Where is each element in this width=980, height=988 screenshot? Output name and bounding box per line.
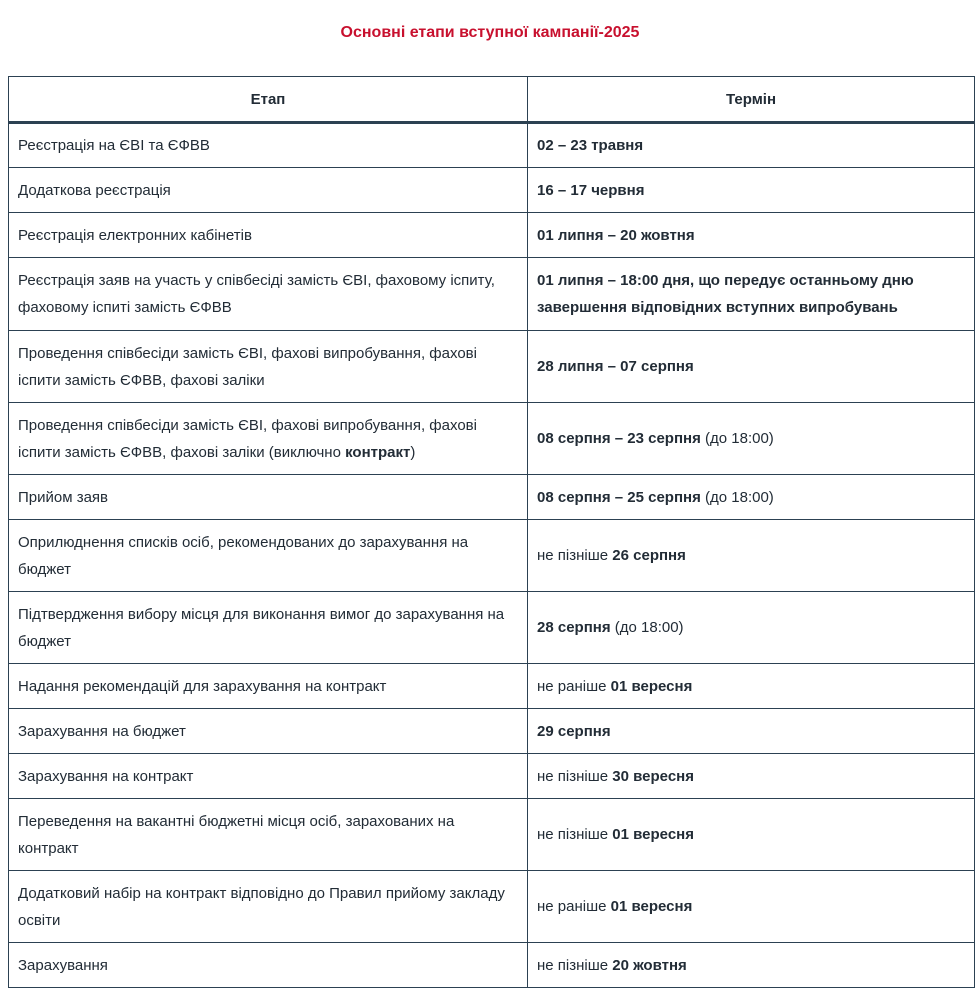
- table-row: [9, 123, 975, 168]
- table-header: [9, 77, 975, 123]
- term-text: 01 вересня: [610, 898, 693, 915]
- stage-text: Оприлюднення списків осіб, рекомендованих до зарахування на бюджет: [18, 533, 469, 578]
- stage-cell: [9, 331, 528, 403]
- stage-cell: [9, 123, 528, 168]
- stage-cell: [9, 520, 528, 592]
- stage-cell: [9, 475, 528, 520]
- table-row: [9, 520, 975, 592]
- table-row: [9, 871, 975, 943]
- stage-text: Зарахування: [18, 956, 108, 974]
- stage-text: Підтвердження вибору місця для виконання вимог до зарахування на бюджет: [18, 605, 505, 650]
- stage-text: Переведення на вакантні бюджетні місця осіб, зарахованих на контракт: [18, 812, 455, 857]
- table-row: [9, 258, 975, 331]
- stage-cell: [9, 871, 528, 943]
- stage-cell: [9, 664, 528, 709]
- stage-text: Реєстрація на ЄВІ та ЄФВВ: [18, 137, 210, 154]
- term-text: 16 – 17 червня: [537, 181, 645, 199]
- admission-schedule-table: [8, 76, 975, 988]
- stage-cell: [9, 168, 528, 213]
- stage-text: Додаткова реєстрація: [18, 181, 171, 199]
- term-cell: [528, 592, 975, 664]
- term-text: 08 серпня – 23 серпня: [537, 430, 701, 447]
- term-text: 26 серпня: [612, 547, 686, 564]
- table-row: [9, 403, 975, 475]
- stage-text: Зарахування на бюджет: [18, 722, 186, 740]
- table-row: [9, 664, 975, 709]
- stage-text: Проведення співбесіди замість ЄВІ, фахові випробування, фахові іспити замість ЄФВВ, фахові заліки (виключно: [18, 416, 477, 461]
- term-cell: [528, 475, 975, 520]
- term-cell: [528, 754, 975, 799]
- stage-text: Реєстрація заяв на участь у співбесіді замість ЄВІ, фаховому іспиту, фаховому іспиті замість ЄФВВ: [18, 272, 495, 316]
- table-row: [9, 592, 975, 664]
- term-text: 08 серпня – 25 серпня: [537, 488, 701, 506]
- stage-text: Надання рекомендацій для зарахування на контракт: [18, 677, 387, 695]
- stage-cell: [9, 754, 528, 799]
- term-text: 28 серпня: [537, 619, 611, 636]
- term-cell: [528, 168, 975, 213]
- stage-text: ): [410, 443, 416, 461]
- stage-text: контракт: [345, 443, 411, 461]
- term-cell: [528, 258, 975, 331]
- term-cell: [528, 403, 975, 475]
- stage-text: Зарахування на контракт: [18, 767, 194, 785]
- term-text: не раніше: [537, 677, 611, 695]
- table-body: [9, 123, 975, 988]
- term-text: не пізніше: [537, 767, 613, 785]
- stage-text: Прийом заяв: [18, 488, 109, 506]
- table-row: [9, 213, 975, 258]
- term-text: не пізніше: [537, 547, 613, 564]
- term-cell: [528, 943, 975, 988]
- term-text: 28 липня – 07 серпня: [537, 358, 694, 375]
- term-text: 01 вересня: [610, 677, 693, 695]
- stage-text: Проведення співбесіди замість ЄВІ, фахові випробування, фахові іспити замість ЄФВВ, фахові заліки: [18, 344, 477, 389]
- term-text: 01 липня – 18:00 дня, що передує останньому дню завершення відповідних вступних випробувань: [537, 272, 914, 316]
- term-text: 02 – 23 травня: [537, 137, 644, 154]
- table-row: [9, 168, 975, 213]
- term-cell: [528, 331, 975, 403]
- stage-text: Додатковий набір на контракт відповідно до Правил прийому закладу освіти: [18, 884, 505, 929]
- term-text: не пізніше: [537, 826, 613, 843]
- table-row: [9, 799, 975, 871]
- term-text: не пізніше: [537, 956, 613, 974]
- stage-cell: [9, 799, 528, 871]
- term-text: (до 18:00): [700, 488, 774, 506]
- stage-cell: [9, 709, 528, 754]
- column-header-term: Термін: [528, 77, 975, 123]
- term-text: 01 вересня: [612, 826, 694, 843]
- table-row: [9, 754, 975, 799]
- term-cell: [528, 664, 975, 709]
- term-text: (до 18:00): [700, 430, 774, 447]
- page-title: Основні етапи вступної кампанії-2025: [340, 24, 640, 41]
- stage-text: Реєстрація електронних кабінетів: [18, 226, 252, 244]
- term-text: 30 вересня: [612, 767, 694, 785]
- table-row: [9, 331, 975, 403]
- term-cell: [528, 799, 975, 871]
- term-cell: [528, 709, 975, 754]
- table-row: [9, 709, 975, 754]
- term-text: 01 липня – 20 жовтня: [537, 226, 695, 244]
- term-text: 20 жовтня: [612, 956, 687, 974]
- table-row: [9, 943, 975, 988]
- table-row: [9, 475, 975, 520]
- table-header-row: [9, 77, 975, 123]
- term-cell: [528, 213, 975, 258]
- stage-cell: [9, 403, 528, 475]
- stage-cell: [9, 213, 528, 258]
- stage-cell: [9, 943, 528, 988]
- stage-cell: [9, 258, 528, 331]
- column-header-stage: Етап: [9, 77, 528, 123]
- term-cell: [528, 871, 975, 943]
- term-text: 29 серпня: [537, 722, 611, 740]
- stage-cell: [9, 592, 528, 664]
- term-cell: [528, 123, 975, 168]
- term-text: не раніше: [537, 898, 611, 915]
- term-cell: [528, 520, 975, 592]
- term-text: (до 18:00): [610, 619, 684, 636]
